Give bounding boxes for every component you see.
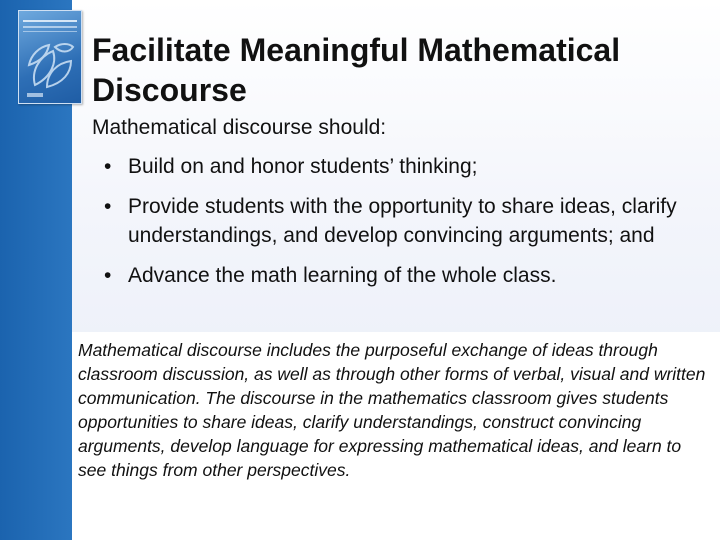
description-panel — [72, 332, 720, 540]
logo-publisher-mark — [27, 93, 43, 97]
intro-text: Mathematical discourse should: — [92, 116, 387, 139]
bullet-dot: • — [104, 264, 112, 287]
leaf-pattern-icon — [25, 37, 75, 91]
bullet-item — [104, 192, 704, 250]
bullet-item — [104, 261, 704, 290]
logo-subtitle-band-2 — [23, 31, 77, 32]
description-text: Mathematical discourse includes the purposeful exchange of ideas through classroom discussion, as well as through other forms of verbal, visual and written communication. The discourse in the mathematics classroom gives students opportunities to share ideas, clarify understandings, construct convincing arguments, develop language for expressing mathematical ideas, and learn to see things from other perspectives. — [78, 340, 706, 480]
logo-subtitle-band — [23, 26, 77, 28]
slide-title: Facilitate Meaningful Mathematical Discourse — [92, 32, 621, 108]
book-cover-logo — [18, 10, 82, 104]
bullet-item — [104, 152, 704, 181]
bullet-dot: • — [104, 195, 112, 218]
bullet-text: Advance the math learning of the whole class. — [128, 264, 557, 287]
bullet-text: Provide students with the opportunity to share ideas, clarify understandings, and develop convincing arguments; and — [128, 195, 677, 247]
logo-title-band — [23, 20, 77, 22]
bullet-text: Build on and honor students’ thinking; — [128, 155, 478, 178]
bullet-dot: • — [104, 155, 112, 178]
bullet-list — [104, 152, 704, 301]
